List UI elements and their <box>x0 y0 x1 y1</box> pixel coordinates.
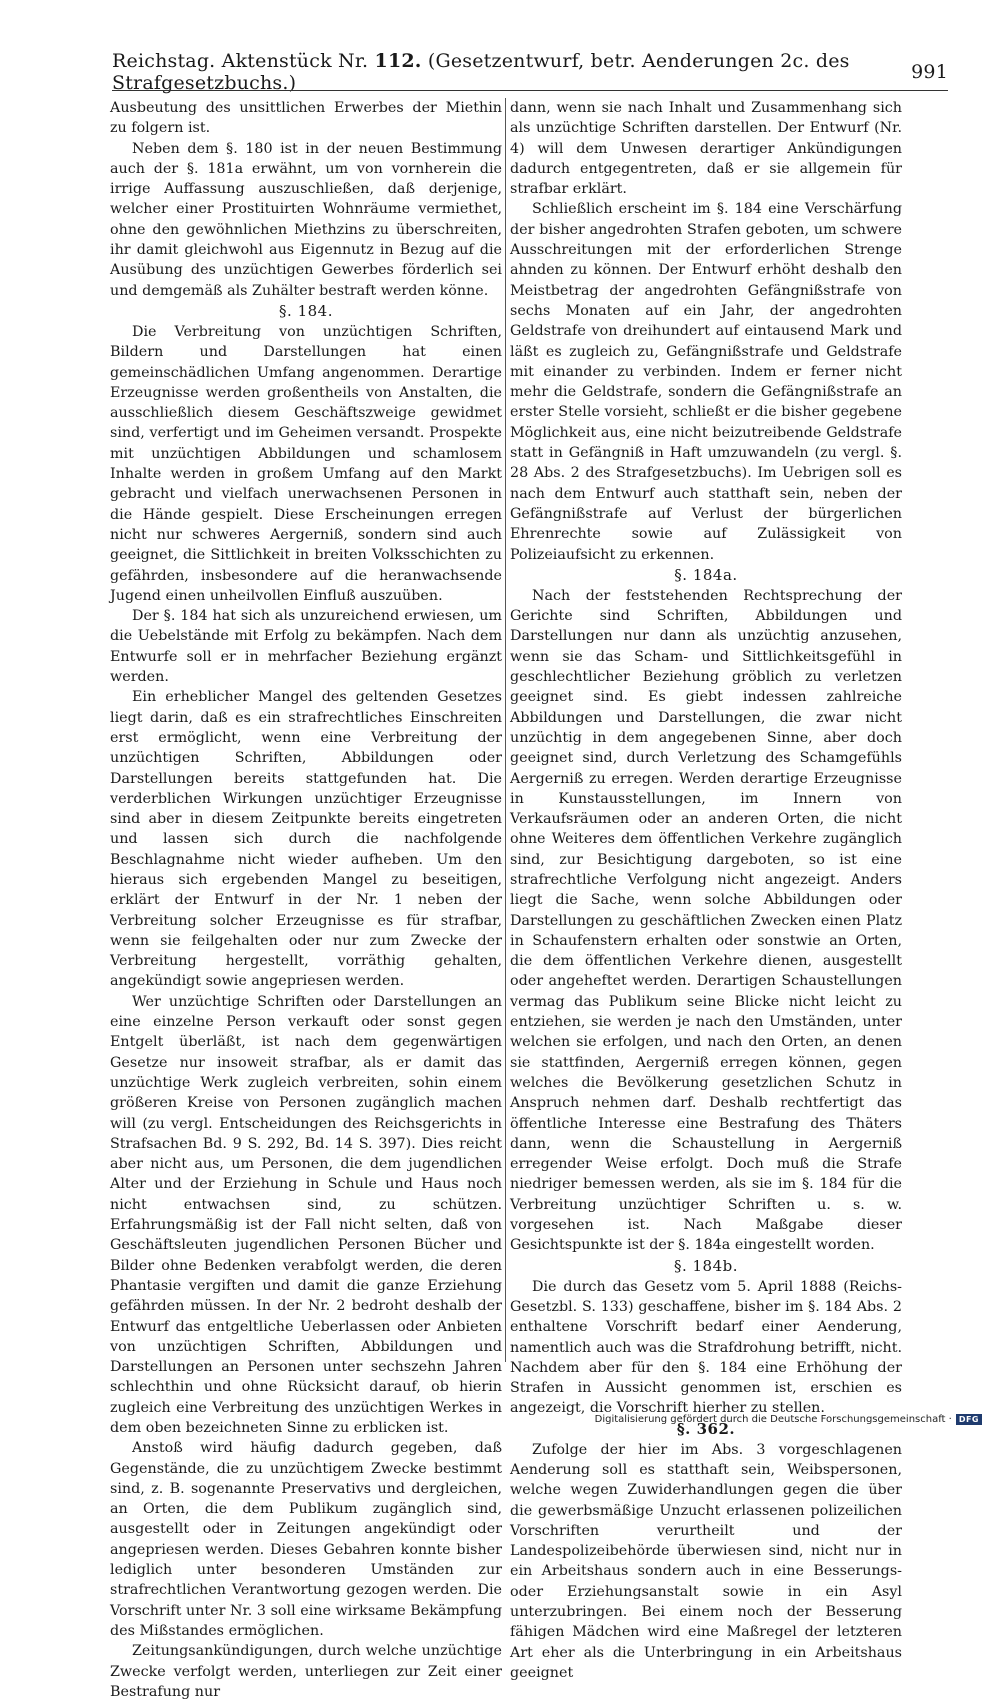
paragraph: Neben dem §. 180 ist in der neuen Bestimmung auch der §. 181a erwähnt, um von vornherein die irrige Auffassung auszuschließen, daß derjenige, welcher einer Prostituirten Wohnräume vermiethet, ohne den gewöhnlichen Miethzins zu überschreiten, ihr damit gleichwohl aus Eigennutz in Bezug auf die Ausübung des unzüchtigen Gewerbes förderlich sei und demgemäß als Zuhälter bestraft werden könne. <box>110 140 502 299</box>
paragraph: Nach der feststehenden Rechtsprechung der Gerichte sind Schriften, Abbildungen und Darstellungen nur dann als unzüchtig anzusehen, wenn sie das Scham- und Sittlichkeitsgefühl in geschlechtlicher Beziehung gröblich zu verletzen geeignet sind. Es giebt indessen zahlreiche Abbildungen und Darstellungen, die zwar nicht unzüchtig in dem angegebenen Sinne, aber doch geeignet sind, durch Verletzung des Schamgefühls Aergerniß zu erregen. Werden derartige Erzeugnisse in Kunstausstellungen, im Innern von Verkaufsräumen oder an anderen Orten, die nicht ohne Weiteres dem öffentlichen Verkehre zugänglich sind, zur Besichtigung dargeboten, so ist eine strafrechtliche Verfolgung nicht angezeigt. Anders liegt die Sache, wenn solche Abbildungen oder Darstellungen zu geschäftlichen Zwecken einen Platz in Schaufenstern erhalten oder sonstwie an Orten, die dem öffentlichen Verkehre dienen, ausgestellt oder angeheftet werden. Derartigen Schaustellungen vermag das Publikum seine Blicke nicht leicht zu entziehen, sie werden je nach den Umständen, unter welchen sie erfolgen, und nach den Orten, an denen sie stattfinden, Aergerniß erregen können, gegen welches die Bevölkerung gesetzlichen Schutz in Anspruch nehmen darf. Deshalb rechtfertigt das öffentliche Interesse eine Bestrafung des Thäters dann, wenn die Schaustellung in Aergerniß erregender Weise erfolgt. Doch muß die Strafe niedriger bemessen werden, als sie im §. 184 für die Verbreitung unzüchtiger Schriften u. s. w. vorgesehen ist. Nach Maßgabe dieser Gesichtspunkte ist der §. 184a eingestellt worden. <box>510 587 902 1254</box>
paragraph: Wer unzüchtige Schriften oder Darstellungen an eine einzelne Person verkauft oder sonst gegen Entgelt überläßt, ist nach dem gegenwärtigen Gesetze nur insoweit strafbar, als er damit das unzüchtige Werk zugleich verbreiten, sohin einem größeren Kreise von Personen zugänglich machen will (zu vergl. Entscheidungen des Reichsgerichts in Strafsachen Bd. 9 S. 292, Bd. 14 S. 397). Dies reicht aber nicht aus, um Personen, die dem jugendlichen Alter und der Erziehung in Schule und Haus noch nicht entwachsen sind, zu schützen. Erfahrungsmäßig ist der Fall nicht selten, daß von Geschäftsleuten jugendlichen Personen Bücher und Bilder ohne Bedenken verabfolgt werden, die deren Phantasie vergiften und damit die ganze Erziehung gefährden müssen. In der Nr. 2 bedroht deshalb der Entwurf das entgeltliche Ueberlassen oder Anbieten von unzüchtigen Schriften, Abbildungen und Darstellungen an Personen unter sechszehn Jahren schlechthin und ohne Rücksicht darauf, ob hierin zugleich eine Verbreitung des unzüchtigen Werkes in dem oben bezeichneten Sinne zu erblicken ist. <box>110 993 502 1436</box>
running-title <box>112 50 911 94</box>
document-number: 112. <box>374 50 422 72</box>
column-divider <box>505 98 506 1362</box>
paragraph: Zufolge der hier im Abs. 3 vorgeschlagenen Aenderung soll es statthaft sein, Weibspersonen, welche wegen Zuwiderhandlungen gegen die über die gewerbsmäßige Unzucht erlassenen polizeilichen Vorschriften verurtheilt und der Landespolizeibehörde überwiesen sind, nicht nur in ein Arbeitshaus sondern auch in eine Besserungs- oder Erziehungsanstalt sowie in ein Asyl unterzubringen. Bei einem noch der Besserung fähigen Mädchen wird eine Maßregel der letzteren Art eher als die Unterbringung in ein Arbeitshaus geeignet <box>510 1441 902 1681</box>
section-heading-362: §. 362. <box>676 1419 736 1438</box>
paragraph: Die durch das Gesetz vom 5. April 1888 (Reichs-Gesetzbl. S. 133) geschaffene, bisher im §. 184 Abs. 2 enthaltene Vorschrift bedarf einer Aenderung, namentlich auch was die Strafdrohung betrifft, nicht. Nachdem aber für den §. 184 eine Erhöhung der Strafen in Aussicht genommen ist, erschien es angezeigt, die Vorschrift hierher zu stellen. <box>510 1278 902 1417</box>
header-rule <box>112 90 948 91</box>
left-column <box>110 98 502 1702</box>
credit-text: Digitalisierung gefördert durch die Deutsche Forschungsgemeinschaft · <box>594 1414 952 1425</box>
digitization-credit <box>595 1414 982 1425</box>
paragraph: Anstoß wird häufig dadurch gegeben, daß Gegenstände, die zu unzüchtigem Zwecke bestimmt sind, z. B. sogenannte Preservativs und dergleichen, an Orten, die dem Publikum zugänglich sind, ausgestellt oder in Zeitungen angekündigt oder angepriesen werden. Dieses Gebahren konnte bisher lediglich unter besonderen Umständen zur strafrechtlichen Verantwortung gezogen werden. Die Vorschrift unter Nr. 3 soll eine wirksame Bekämpfung des Mißstandes ermöglichen. <box>110 1440 502 1639</box>
dfg-logo-icon: DFG <box>956 1414 982 1425</box>
running-title-suffix: (Gesetzentwurf, betr. Aenderungen 2c. des Strafgesetzbuchs.) <box>112 50 850 94</box>
paragraph: Die Verbreitung von unzüchtigen Schriften, Bildern und Darstellungen hat einen gemeinschädlichen Umfang angenommen. Derartige Erzeugnisse werden großentheils von Anstalten, die ausschließlich diesem Geschäftszweige gewidmet sind, verfertigt und im Geheimen versandt. Prospekte mit unzüchtigen Abbildungen und schamlosem Inhalte werden in großem Umfang auf den Markt gebracht und vielfach unerwachsenen Personen in die Hände gespielt. Diese Erscheinungen erregen nicht nur schweres Aergerniß, sondern sind auch geeignet, die Sittlichkeit in breiten Volksschichten zu gefährden, insbesondere auf die heranwachsende Jugend einen unheilvollen Einfluß auszuüben. <box>110 323 502 604</box>
paragraph: Der §. 184 hat sich als unzureichend erwiesen, um die Uebelstände mit Erfolg zu bekämpfen. Nach dem Entwurfe soll er in mehrfacher Beziehung ergänzt werden. <box>110 608 502 686</box>
paragraph: Zeitungsankündigungen, durch welche unzüchtige Zwecke verfolgt werden, unterliegen zur Zeit einer Bestrafung nur <box>110 1643 502 1700</box>
paragraph: Schließlich erscheint im §. 184 eine Verschärfung der bisher angedrohten Strafen geboten, um schwere Ausschreitungen mit der erforderlichen Strenge ahnden zu können. Der Entwurf erhöht deshalb den Meistbetrag der angedrohten Gefängnißstrafe von sechs Monaten auf ein Jahr, der angedrohten Geldstrafe von dreihundert auf eintausend Mark und läßt es zugleich zu, Gefängnißstrafe und Geldstrafe mit einander zu verbinden. Indem er ferner nicht mehr die Geldstrafe, sondern die Gefängnißstrafe an erster Stelle vorsieht, schließt er die bisher gegebene Möglichkeit aus, eine nicht beizutreibende Geldstrafe statt in Gefängniß in Haft umzuwandeln (zu vergl. §. 28 Abs. 2 des Strafgesetzbuchs). Im Uebrigen soll es nach dem Entwurf auch statthaft sein, neben der Gefängnißstrafe auf Verlust der bürgerlichen Ehrenrechte sowie auf Zulässigkeit von Polizeiaufsicht zu erkennen. <box>510 201 902 563</box>
paragraph: Ein erheblicher Mangel des geltenden Gesetzes liegt darin, daß es ein strafrechtliches Einschreiten erst ermöglicht, wenn eine Verbreitung der unzüchtigen Schriften, Abbildungen oder Darstellungen bereits stattgefunden hat. Die verderblichen Wirkungen unzüchtiger Erzeugnisse sind aber in diesem Zeitpunkte bereits eingetreten und lassen sich durch die nachfolgende Beschlagnahme nicht wieder aufheben. Um den hieraus sich ergebenden Mangel zu beseitigen, erklärt der Entwurf in der Nr. 1 neben der Verbreitung solcher Erzeugnisse es für strafbar, wenn sie feilgehalten oder nur zum Zwecke der Verbreitung hergestellt, vorräthig gehalten, angekündigt sowie angepriesen werden. <box>110 689 502 990</box>
paragraph: Ausbeutung des unsittlichen Erwerbes der Miethin zu folgern ist. <box>110 100 502 137</box>
section-heading-184: §. 184. <box>279 301 333 320</box>
paragraph: dann, wenn sie nach Inhalt und Zusammenhang sich als unzüchtige Schriften darstellen. Der Entwurf (Nr. 4) will dem Unwesen derartiger Ankündigungen dadurch entgegentreten, daß er sie allgemein für strafbar erklärt. <box>510 100 902 198</box>
section-heading-184b: §. 184b. <box>673 1256 739 1275</box>
right-column <box>510 98 902 1683</box>
section-heading-184a: §. 184a. <box>674 565 738 584</box>
running-header <box>112 50 948 94</box>
page-number: 991 <box>911 61 948 83</box>
running-title-prefix: Reichstag. Aktenstück Nr. <box>112 50 375 72</box>
